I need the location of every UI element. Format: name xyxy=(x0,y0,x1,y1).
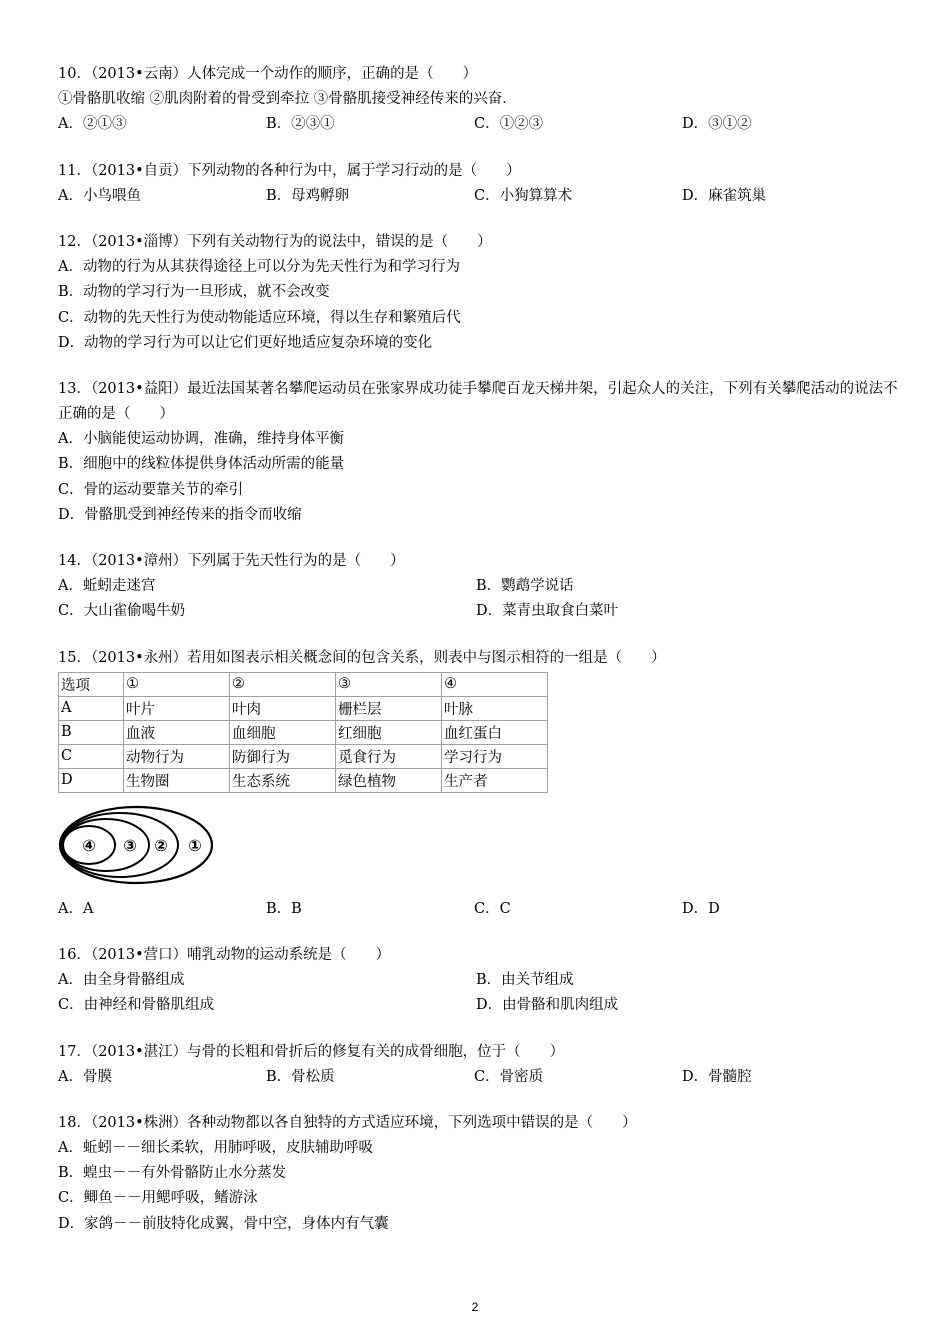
option-d[interactable]: D．由骨骼和肌肉组成 xyxy=(476,997,619,1014)
question-stem: 15．（2013•永州）若用如图表示相关概念间的包含关系，则表中与图示相符的一组是（ ） xyxy=(58,649,666,666)
option-b[interactable]: B．蝗虫－－有外骨骼防止水分蒸发 xyxy=(58,1165,287,1182)
option-c[interactable]: C．骨的运动要靠关节的牵引 xyxy=(58,481,244,498)
question-stem: 11．（2013•自贡）下列动物的各种行为中，属于学习行动的是（ ） xyxy=(58,162,521,179)
option-a[interactable]: A．A xyxy=(58,900,94,917)
table-cell: 觅食行为 xyxy=(336,744,442,768)
options-row xyxy=(58,184,898,209)
table-cell: 血红蛋白 xyxy=(442,720,548,744)
option-d[interactable]: D．麻雀筑巢 xyxy=(682,187,767,204)
options-row xyxy=(58,993,898,1018)
question-11 xyxy=(58,159,898,209)
options-list xyxy=(58,255,898,356)
label-1: ① xyxy=(188,835,202,855)
option-c[interactable]: C．动物的先天性行为使动物能适应环境，得以生存和繁殖后代 xyxy=(58,309,461,326)
options-list xyxy=(58,427,898,528)
table-cell: B xyxy=(59,720,124,744)
question-10 xyxy=(58,62,898,138)
question-stem: 18．（2013•株洲）各种动物都以各自独特的方式适应环境，下列选项中错误的是（ ） xyxy=(58,1114,637,1131)
option-b[interactable]: B．鹦鹉学说话 xyxy=(476,578,574,595)
option-c[interactable]: C．小狗算算术 xyxy=(474,187,573,204)
nested-ellipse-diagram xyxy=(58,801,898,893)
table-cell: 叶肉 xyxy=(230,696,336,720)
option-a[interactable]: A．由全身骨骼组成 xyxy=(58,972,185,989)
table-cell: 学习行为 xyxy=(442,744,548,768)
options-row xyxy=(58,599,898,624)
option-a[interactable]: A．蚯蚓－－细长柔软，用肺呼吸，皮肤辅助呼吸 xyxy=(58,1140,373,1157)
table-row xyxy=(59,768,548,792)
option-a[interactable]: A．小鸟喂鱼 xyxy=(58,187,141,204)
table-cell: 红细胞 xyxy=(336,720,442,744)
table-cell: C xyxy=(59,744,124,768)
table-cell: D xyxy=(59,768,124,792)
table-header-cell: ① xyxy=(124,672,230,696)
label-4: ④ xyxy=(82,835,96,855)
question-statements: ①骨骼肌收缩 ②肌肉附着的骨受到牵拉 ③骨骼肌接受神经传来的兴奋． xyxy=(58,91,517,108)
question-17 xyxy=(58,1040,898,1090)
page-number: 2 xyxy=(471,1300,479,1314)
table-cell: 栅栏层 xyxy=(336,696,442,720)
question-12 xyxy=(58,230,898,356)
option-c[interactable]: C．由神经和骨骼肌组成 xyxy=(58,997,215,1014)
table-cell: 绿色植物 xyxy=(336,768,442,792)
table-cell: 叶脉 xyxy=(442,696,548,720)
option-c[interactable]: C．C xyxy=(474,900,511,917)
option-c[interactable]: C．大山雀偷喝牛奶 xyxy=(58,603,186,620)
option-a[interactable]: A．骨膜 xyxy=(58,1068,112,1085)
option-d[interactable]: D．D xyxy=(682,900,720,917)
option-a[interactable]: A．蚯蚓走迷宫 xyxy=(58,578,156,595)
question-18 xyxy=(58,1111,898,1237)
table-cell: 生态系统 xyxy=(230,768,336,792)
option-b[interactable]: B．由关节组成 xyxy=(476,972,574,989)
table-row xyxy=(59,720,548,744)
table-header-cell: ② xyxy=(230,672,336,696)
option-d[interactable]: D．动物的学习行为可以让它们更好地适应复杂环境的变化 xyxy=(58,334,433,351)
option-a[interactable]: A．小脑能使运动协调，准确，维持身体平衡 xyxy=(58,431,344,448)
options-row xyxy=(58,897,898,922)
question-15 xyxy=(58,646,898,922)
table-header-row xyxy=(59,672,548,696)
question-stem: 13．（2013•益阳）最近法国某著名攀爬运动员在张家界成功徒手攀爬百龙天梯井架，引起众人的关注，下列有关攀爬活动的说法不正确的是（ ） xyxy=(58,380,898,423)
label-3: ③ xyxy=(123,835,137,855)
question-14 xyxy=(58,549,898,625)
option-a[interactable]: A．动物的行为从其获得途径上可以分为先天性行为和学习行为 xyxy=(58,259,460,276)
option-c[interactable]: C．骨密质 xyxy=(474,1068,544,1085)
option-d[interactable]: D．家鸽－－前肢特化成翼，骨中空，身体内有气囊 xyxy=(58,1215,389,1232)
diagram-svg xyxy=(58,801,218,893)
question-stem: 17．（2013•湛江）与骨的长粗和骨折后的修复有关的成骨细胞，位于（ ） xyxy=(58,1043,565,1060)
option-d[interactable]: D．③①② xyxy=(682,116,752,133)
option-c[interactable]: C．鲫鱼－－用鳃呼吸，鳍游泳 xyxy=(58,1190,258,1207)
table-cell: 血液 xyxy=(124,720,230,744)
question-page xyxy=(58,62,898,1258)
option-c[interactable]: C．①②③ xyxy=(474,116,544,133)
question-stem: 12．（2013•淄博）下列有关动物行为的说法中，错误的是（ ） xyxy=(58,233,492,250)
table-cell: 防御行为 xyxy=(230,744,336,768)
table-cell: A xyxy=(59,696,124,720)
table-header-cell: 选项 xyxy=(59,672,124,696)
question-stem: 14．（2013•漳州）下列属于先天性行为的是（ ） xyxy=(58,553,405,570)
options-list xyxy=(58,1136,898,1237)
table-cell: 血细胞 xyxy=(230,720,336,744)
option-d[interactable]: D．骨髓腔 xyxy=(682,1068,752,1085)
table-cell: 生产者 xyxy=(442,768,548,792)
question-stem: 10．（2013•云南）人体完成一个动作的顺序，正确的是（ ） xyxy=(58,66,478,82)
options-row xyxy=(58,574,898,599)
option-b[interactable]: B．母鸡孵卵 xyxy=(266,187,350,204)
option-b[interactable]: B．②③① xyxy=(266,116,335,133)
question-13 xyxy=(58,377,898,528)
option-d[interactable]: D．骨骼肌受到神经传来的指令而收缩 xyxy=(58,506,302,523)
option-b[interactable]: B．细胞中的线粒体提供身体活动所需的能量 xyxy=(58,456,345,473)
question-stem: 16．（2013•营口）哺乳动物的运动系统是（ ） xyxy=(58,946,391,963)
option-b[interactable]: B．骨松质 xyxy=(266,1068,335,1085)
option-b[interactable]: B．B xyxy=(266,900,302,917)
table-cell: 叶片 xyxy=(124,696,230,720)
options-row xyxy=(58,1065,898,1090)
question-16 xyxy=(58,943,898,1019)
option-d[interactable]: D．菜青虫取食白菜叶 xyxy=(476,603,619,620)
table-row xyxy=(59,696,548,720)
option-b[interactable]: B．动物的学习行为一旦形成，就不会改变 xyxy=(58,284,330,301)
table-header-cell: ④ xyxy=(442,672,548,696)
label-2: ② xyxy=(154,835,168,855)
options-row xyxy=(58,112,898,137)
table-header-cell: ③ xyxy=(336,672,442,696)
table-cell: 生物圈 xyxy=(124,768,230,792)
options-row xyxy=(58,968,898,993)
options-table xyxy=(58,672,548,793)
option-a[interactable]: A．②①③ xyxy=(58,116,127,133)
table-row xyxy=(59,744,548,768)
table-cell: 动物行为 xyxy=(124,744,230,768)
